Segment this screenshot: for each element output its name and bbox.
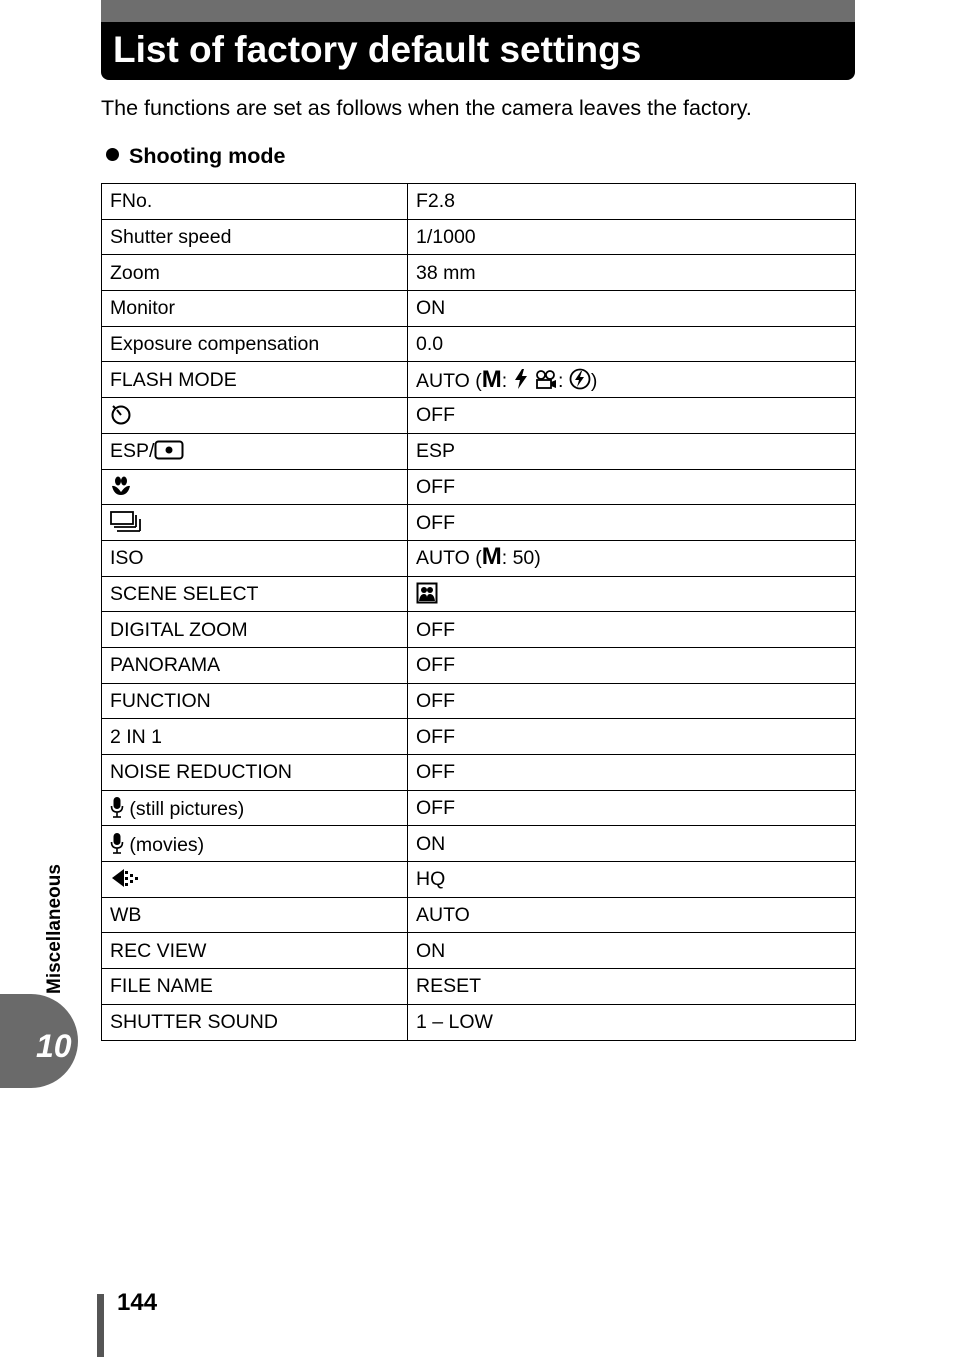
setting-value: OFF bbox=[408, 683, 856, 719]
table-row bbox=[102, 505, 856, 541]
table-row bbox=[102, 576, 856, 612]
setting-value: F2.8 bbox=[408, 184, 856, 220]
setting-label: Shutter speed bbox=[102, 219, 408, 255]
setting-label bbox=[102, 469, 408, 505]
image-quality-icon bbox=[110, 867, 142, 889]
setting-label: 2 IN 1 bbox=[102, 719, 408, 755]
table-row bbox=[102, 647, 856, 683]
page-number-rule bbox=[97, 1294, 104, 1357]
setting-label: SCENE SELECT bbox=[102, 576, 408, 612]
page-number: 144 bbox=[117, 1289, 158, 1316]
table-row bbox=[102, 1004, 856, 1040]
page-title-bar bbox=[101, 0, 855, 80]
setting-label: SHUTTER SOUND bbox=[102, 1004, 408, 1040]
table-row bbox=[102, 755, 856, 791]
setting-label: Monitor bbox=[102, 291, 408, 327]
section-title: Shooting mode bbox=[129, 144, 286, 168]
setting-label: NOISE REDUCTION bbox=[102, 755, 408, 791]
table-row bbox=[102, 719, 856, 755]
side-label bbox=[44, 864, 74, 1154]
chapter-number: 10 bbox=[36, 1028, 72, 1064]
setting-label: FLASH MODE bbox=[102, 362, 408, 398]
setting-value: 38 mm bbox=[408, 255, 856, 291]
setting-value: OFF bbox=[408, 755, 856, 791]
table-row bbox=[102, 969, 856, 1005]
settings-table bbox=[101, 183, 856, 1041]
setting-value bbox=[408, 362, 856, 398]
setting-label-text: (movies) bbox=[124, 833, 205, 856]
setting-value: 0.0 bbox=[408, 326, 856, 362]
bullet-icon bbox=[106, 148, 119, 161]
setting-value: HQ bbox=[408, 862, 856, 898]
title-strip bbox=[101, 0, 855, 22]
manual-mode-icon: M bbox=[481, 365, 502, 393]
table-row bbox=[102, 326, 856, 362]
microphone-icon bbox=[110, 832, 124, 854]
page-title: List of factory default settings bbox=[113, 29, 642, 70]
flash-close-paren: ) bbox=[590, 369, 598, 392]
setting-value: ESP bbox=[408, 433, 856, 469]
sequential-shooting-icon bbox=[110, 511, 142, 533]
setting-label: Exposure compensation bbox=[102, 326, 408, 362]
table-row bbox=[102, 612, 856, 648]
manual-mode-icon: M bbox=[481, 543, 502, 571]
table-row bbox=[102, 219, 856, 255]
table-row bbox=[102, 826, 856, 862]
chapter-title: Miscellaneous bbox=[44, 864, 65, 994]
setting-value: OFF bbox=[408, 398, 856, 434]
section-heading bbox=[106, 142, 285, 170]
flash-icon bbox=[513, 368, 529, 390]
table-row bbox=[102, 255, 856, 291]
iso-auto-text: AUTO ( bbox=[416, 547, 482, 570]
table-row bbox=[102, 933, 856, 969]
table-row bbox=[102, 540, 856, 576]
flash-auto-text: AUTO ( bbox=[416, 369, 482, 392]
setting-value: 1/1000 bbox=[408, 219, 856, 255]
separator: : bbox=[558, 369, 564, 392]
setting-value bbox=[408, 576, 856, 612]
microphone-icon bbox=[110, 796, 124, 818]
setting-value: OFF bbox=[408, 612, 856, 648]
setting-label bbox=[102, 826, 408, 862]
table-row bbox=[102, 897, 856, 933]
macro-icon bbox=[110, 475, 132, 497]
setting-label: FILE NAME bbox=[102, 969, 408, 1005]
setting-label: PANORAMA bbox=[102, 647, 408, 683]
setting-label bbox=[102, 398, 408, 434]
setting-label: REC VIEW bbox=[102, 933, 408, 969]
setting-label bbox=[102, 790, 408, 826]
setting-value: ON bbox=[408, 933, 856, 969]
table-row bbox=[102, 362, 856, 398]
setting-value: OFF bbox=[408, 647, 856, 683]
spot-metering-icon bbox=[154, 440, 184, 460]
self-timer-icon bbox=[110, 403, 132, 425]
separator: : bbox=[501, 369, 508, 392]
setting-label bbox=[102, 862, 408, 898]
table-row bbox=[102, 433, 856, 469]
table-row bbox=[102, 184, 856, 220]
flash-off-icon bbox=[569, 368, 591, 390]
movie-icon bbox=[534, 370, 558, 390]
setting-value: OFF bbox=[408, 505, 856, 541]
portrait-scene-icon bbox=[416, 582, 438, 604]
setting-value: AUTO bbox=[408, 897, 856, 933]
setting-value: OFF bbox=[408, 790, 856, 826]
table-row bbox=[102, 790, 856, 826]
setting-label: FUNCTION bbox=[102, 683, 408, 719]
setting-value bbox=[408, 540, 856, 576]
setting-value: ON bbox=[408, 291, 856, 327]
setting-label: Zoom bbox=[102, 255, 408, 291]
setting-value: OFF bbox=[408, 469, 856, 505]
iso-manual-value: : 50) bbox=[501, 547, 541, 570]
setting-value: ON bbox=[408, 826, 856, 862]
setting-label: ISO bbox=[102, 540, 408, 576]
table-row bbox=[102, 469, 856, 505]
setting-label-text: ESP/ bbox=[110, 440, 155, 463]
intro-text: The functions are set as follows when the camera leaves the factory. bbox=[101, 96, 752, 120]
table-row bbox=[102, 398, 856, 434]
setting-label: DIGITAL ZOOM bbox=[102, 612, 408, 648]
table-row bbox=[102, 862, 856, 898]
setting-value: OFF bbox=[408, 719, 856, 755]
table-row bbox=[102, 683, 856, 719]
setting-label bbox=[102, 433, 408, 469]
setting-label: FNo. bbox=[102, 184, 408, 220]
table-row bbox=[102, 291, 856, 327]
setting-label-text: (still pictures) bbox=[124, 798, 245, 821]
setting-label: WB bbox=[102, 897, 408, 933]
setting-value: 1 – LOW bbox=[408, 1004, 856, 1040]
setting-value: RESET bbox=[408, 969, 856, 1005]
setting-label bbox=[102, 505, 408, 541]
